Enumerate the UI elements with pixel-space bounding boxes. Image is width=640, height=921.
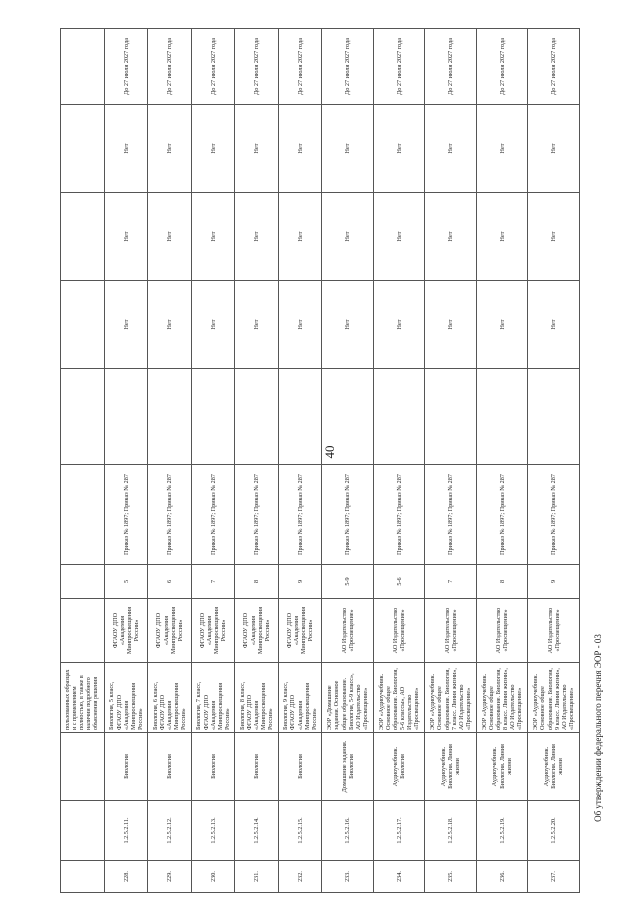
program-cell: ЭОР «Аудиоучебник. Основное общее образование. Биология, 8 класс. Линия жизни», АО Издательство «Просвещение» xyxy=(476,663,528,733)
grades-cell: 5-6 xyxy=(373,565,425,599)
organization-cell: ФГАОУ ДПО «Академия Минпросвещения России» xyxy=(278,599,321,663)
flag-cell-2: Нет xyxy=(528,193,580,281)
row-number-cell: 228. xyxy=(105,861,148,893)
row-number-cell: 230. xyxy=(191,861,234,893)
grades-cell: 5 xyxy=(105,565,148,599)
organization-cell: АО Издательство «Просвещение» xyxy=(528,599,580,663)
flag-cell-2: Нет xyxy=(425,193,477,281)
code-cell: 1.2.5.2.14. xyxy=(235,801,278,861)
row-number-cell: 231. xyxy=(235,861,278,893)
organization-cell: ФГАОУ ДПО «Академия Минпросвещения России» xyxy=(148,599,191,663)
document-table-wrapper xyxy=(60,29,580,893)
orders-cell: Приказ № 1897; Приказ № 287 xyxy=(148,465,191,565)
code-cell: 1.2.5.2.16. xyxy=(322,801,374,861)
flag-cell-3: Нет xyxy=(528,105,580,193)
row-number-cell: 235. xyxy=(425,861,477,893)
orders-cell: Приказ № 1897; Приказ № 287 xyxy=(373,465,425,565)
flag-cell-2: Нет xyxy=(476,193,528,281)
flag-cell-3: Нет xyxy=(425,105,477,193)
subject-cell: Биология xyxy=(148,733,191,801)
empty-cell xyxy=(425,369,477,465)
organization-cell: АО Издательство «Просвещение» xyxy=(373,599,425,663)
code-cell: 1.2.5.2.18. xyxy=(425,801,477,861)
organization-cell: АО Издательство «Просвещение» xyxy=(322,599,374,663)
subject-cell: Аудиоучебник. Биология. Линия жизни xyxy=(425,733,477,801)
row-number-cell: 234. xyxy=(373,861,425,893)
flag-cell-1: Нет xyxy=(322,281,374,369)
table-row xyxy=(373,29,425,893)
code-cell: 1.2.5.2.11. xyxy=(105,801,148,861)
flag-cell-2: Нет xyxy=(235,193,278,281)
code-cell: 1.2.5.2.19. xyxy=(476,801,528,861)
page-number: 40 xyxy=(322,445,337,459)
flag-cell-3: Нет xyxy=(278,105,321,193)
continuation-program: пользованных образцах и с применением полностью, в также в наличии подробного объяснения решения xyxy=(61,663,105,733)
flag-cell-2: Нет xyxy=(148,193,191,281)
flag-cell-1: Нет xyxy=(425,281,477,369)
flag-cell-2: Нет xyxy=(191,193,234,281)
row-number-cell: 233. xyxy=(322,861,374,893)
orders-cell: Приказ № 1897; Приказ № 287 xyxy=(235,465,278,565)
term-cell: До 27 июля 2027 года xyxy=(278,29,321,105)
empty-cell xyxy=(373,369,425,465)
flag-cell-1: Нет xyxy=(148,281,191,369)
flag-cell-3: Нет xyxy=(105,105,148,193)
empty-cell xyxy=(105,369,148,465)
flag-cell-1: Нет xyxy=(373,281,425,369)
row-number-cell: 232. xyxy=(278,861,321,893)
program-cell: ЭОР «Аудиоучебник. Основное общее образование. Биология, 7 класс. Линия жизни», АО Издательство «Просвещение» xyxy=(425,663,477,733)
table-row xyxy=(148,29,191,893)
document-table xyxy=(60,28,580,893)
subject-cell: Домашние задания. Биология xyxy=(322,733,374,801)
empty-cell xyxy=(235,369,278,465)
term-cell: До 27 июля 2027 года xyxy=(148,29,191,105)
term-cell: До 27 июля 2027 года xyxy=(191,29,234,105)
table-row xyxy=(322,29,374,893)
table-row xyxy=(191,29,234,893)
term-cell: До 27 июля 2027 года xyxy=(425,29,477,105)
grades-cell: 8 xyxy=(476,565,528,599)
empty-cell xyxy=(322,369,374,465)
program-cell: Биология, 7 класс, ФГАОУ ДПО «Академия Минпросвещения России» xyxy=(191,663,234,733)
empty-cell xyxy=(278,369,321,465)
organization-cell: ФГАОУ ДПО «Академия Минпросвещения России» xyxy=(235,599,278,663)
flag-cell-3: Нет xyxy=(373,105,425,193)
empty-cell xyxy=(148,369,191,465)
subject-cell: Биология xyxy=(191,733,234,801)
subject-cell: Аудиоучебник. Биология. Линия жизни xyxy=(476,733,528,801)
code-cell: 1.2.5.2.20. xyxy=(528,801,580,861)
table-row-continuation xyxy=(61,29,105,893)
code-cell: 1.2.5.2.15. xyxy=(278,801,321,861)
grades-cell: 9 xyxy=(528,565,580,599)
flag-cell-2: Нет xyxy=(322,193,374,281)
flag-cell-1: Нет xyxy=(191,281,234,369)
orders-cell: Приказ № 1897; Приказ № 287 xyxy=(476,465,528,565)
flag-cell-3: Нет xyxy=(476,105,528,193)
subject-cell: Биология xyxy=(105,733,148,801)
flag-cell-1: Нет xyxy=(235,281,278,369)
code-cell: 1.2.5.2.12. xyxy=(148,801,191,861)
term-cell: До 27 июля 2027 года xyxy=(105,29,148,105)
organization-cell: АО Издательство «Просвещение» xyxy=(476,599,528,663)
flag-cell-3: Нет xyxy=(191,105,234,193)
flag-cell-1: Нет xyxy=(476,281,528,369)
code-cell: 1.2.5.2.17. xyxy=(373,801,425,861)
orders-cell: Приказ № 1897; Приказ № 287 xyxy=(278,465,321,565)
organization-cell: ФГАОУ ДПО «Академия Минпросвещения России» xyxy=(105,599,148,663)
grades-cell: 8 xyxy=(235,565,278,599)
orders-cell: Приказ № 1897; Приказ № 287 xyxy=(528,465,580,565)
program-cell: ЭОР «Аудиоучебник. Основное общее образование. Биология, 9 класс. Линия жизни», АО Издательство «Просвещение» xyxy=(528,663,580,733)
code-cell: 1.2.5.2.13. xyxy=(191,801,234,861)
table-row xyxy=(235,29,278,893)
row-number-cell: 237. xyxy=(528,861,580,893)
term-cell: До 27 июля 2027 года xyxy=(373,29,425,105)
subject-cell: Биология xyxy=(235,733,278,801)
organization-cell: АО Издательство «Просвещение» xyxy=(425,599,477,663)
orders-cell: Приказ № 1897; Приказ № 287 xyxy=(105,465,148,565)
program-cell: ЭОР «Аудиоучебник. Основное общее образование. Биология, 5-6 классы», АО Издательство «Просвещение» xyxy=(373,663,425,733)
flag-cell-3: Нет xyxy=(235,105,278,193)
empty-cell xyxy=(476,369,528,465)
program-cell: Биология, 6 класс, ФГАОУ ДПО «Академия Минпросвещения России» xyxy=(148,663,191,733)
flag-cell-3: Нет xyxy=(322,105,374,193)
organization-cell: ФГАОУ ДПО «Академия Минпросвещения России» xyxy=(191,599,234,663)
grades-cell: 5-9 xyxy=(322,565,374,599)
empty-cell xyxy=(191,369,234,465)
table-row xyxy=(105,29,148,893)
program-cell: ЭОР «Домашние задания. Основное общее образование. Биология, 5-9 класс», АО Издательство «Просвещение» xyxy=(322,663,374,733)
table-row xyxy=(278,29,321,893)
orders-cell: Приказ № 1897; Приказ № 287 xyxy=(322,465,374,565)
flag-cell-1: Нет xyxy=(278,281,321,369)
subject-cell: Аудиоучебник. Биология. Линия жизни xyxy=(528,733,580,801)
grades-cell: 7 xyxy=(425,565,477,599)
table-row xyxy=(476,29,528,893)
empty-cell xyxy=(528,369,580,465)
flag-cell-2: Нет xyxy=(278,193,321,281)
grades-cell: 9 xyxy=(278,565,321,599)
program-cell: Биология, 8 класс, ФГАОУ ДПО «Академия Минпросвещения России» xyxy=(235,663,278,733)
flag-cell-1: Нет xyxy=(105,281,148,369)
footer-text: Об утверждении федерального перечня ЭОР - 03 xyxy=(593,634,603,822)
flag-cell-2: Нет xyxy=(373,193,425,281)
orders-cell: Приказ № 1897; Приказ № 287 xyxy=(425,465,477,565)
row-number-cell: 236. xyxy=(476,861,528,893)
program-cell: Биология, 9 класс, ФГАОУ ДПО «Академия Минпросвещения России» xyxy=(278,663,321,733)
orders-cell: Приказ № 1897; Приказ № 287 xyxy=(191,465,234,565)
term-cell: До 27 июля 2027 года xyxy=(235,29,278,105)
table-row xyxy=(528,29,580,893)
row-number-cell: 229. xyxy=(148,861,191,893)
grades-cell: 6 xyxy=(148,565,191,599)
program-cell: Биология, 5 класс, ФГАОУ ДПО «Академия Минпросвещения России» xyxy=(105,663,148,733)
flag-cell-1: Нет xyxy=(528,281,580,369)
term-cell: До 27 июля 2027 года xyxy=(322,29,374,105)
term-cell: До 27 июля 2027 года xyxy=(476,29,528,105)
table-row xyxy=(425,29,477,893)
flag-cell-3: Нет xyxy=(148,105,191,193)
subject-cell: Биология xyxy=(278,733,321,801)
flag-cell-2: Нет xyxy=(105,193,148,281)
term-cell: До 27 июля 2027 года xyxy=(528,29,580,105)
subject-cell: Аудиоучебник. Биология xyxy=(373,733,425,801)
grades-cell: 7 xyxy=(191,565,234,599)
